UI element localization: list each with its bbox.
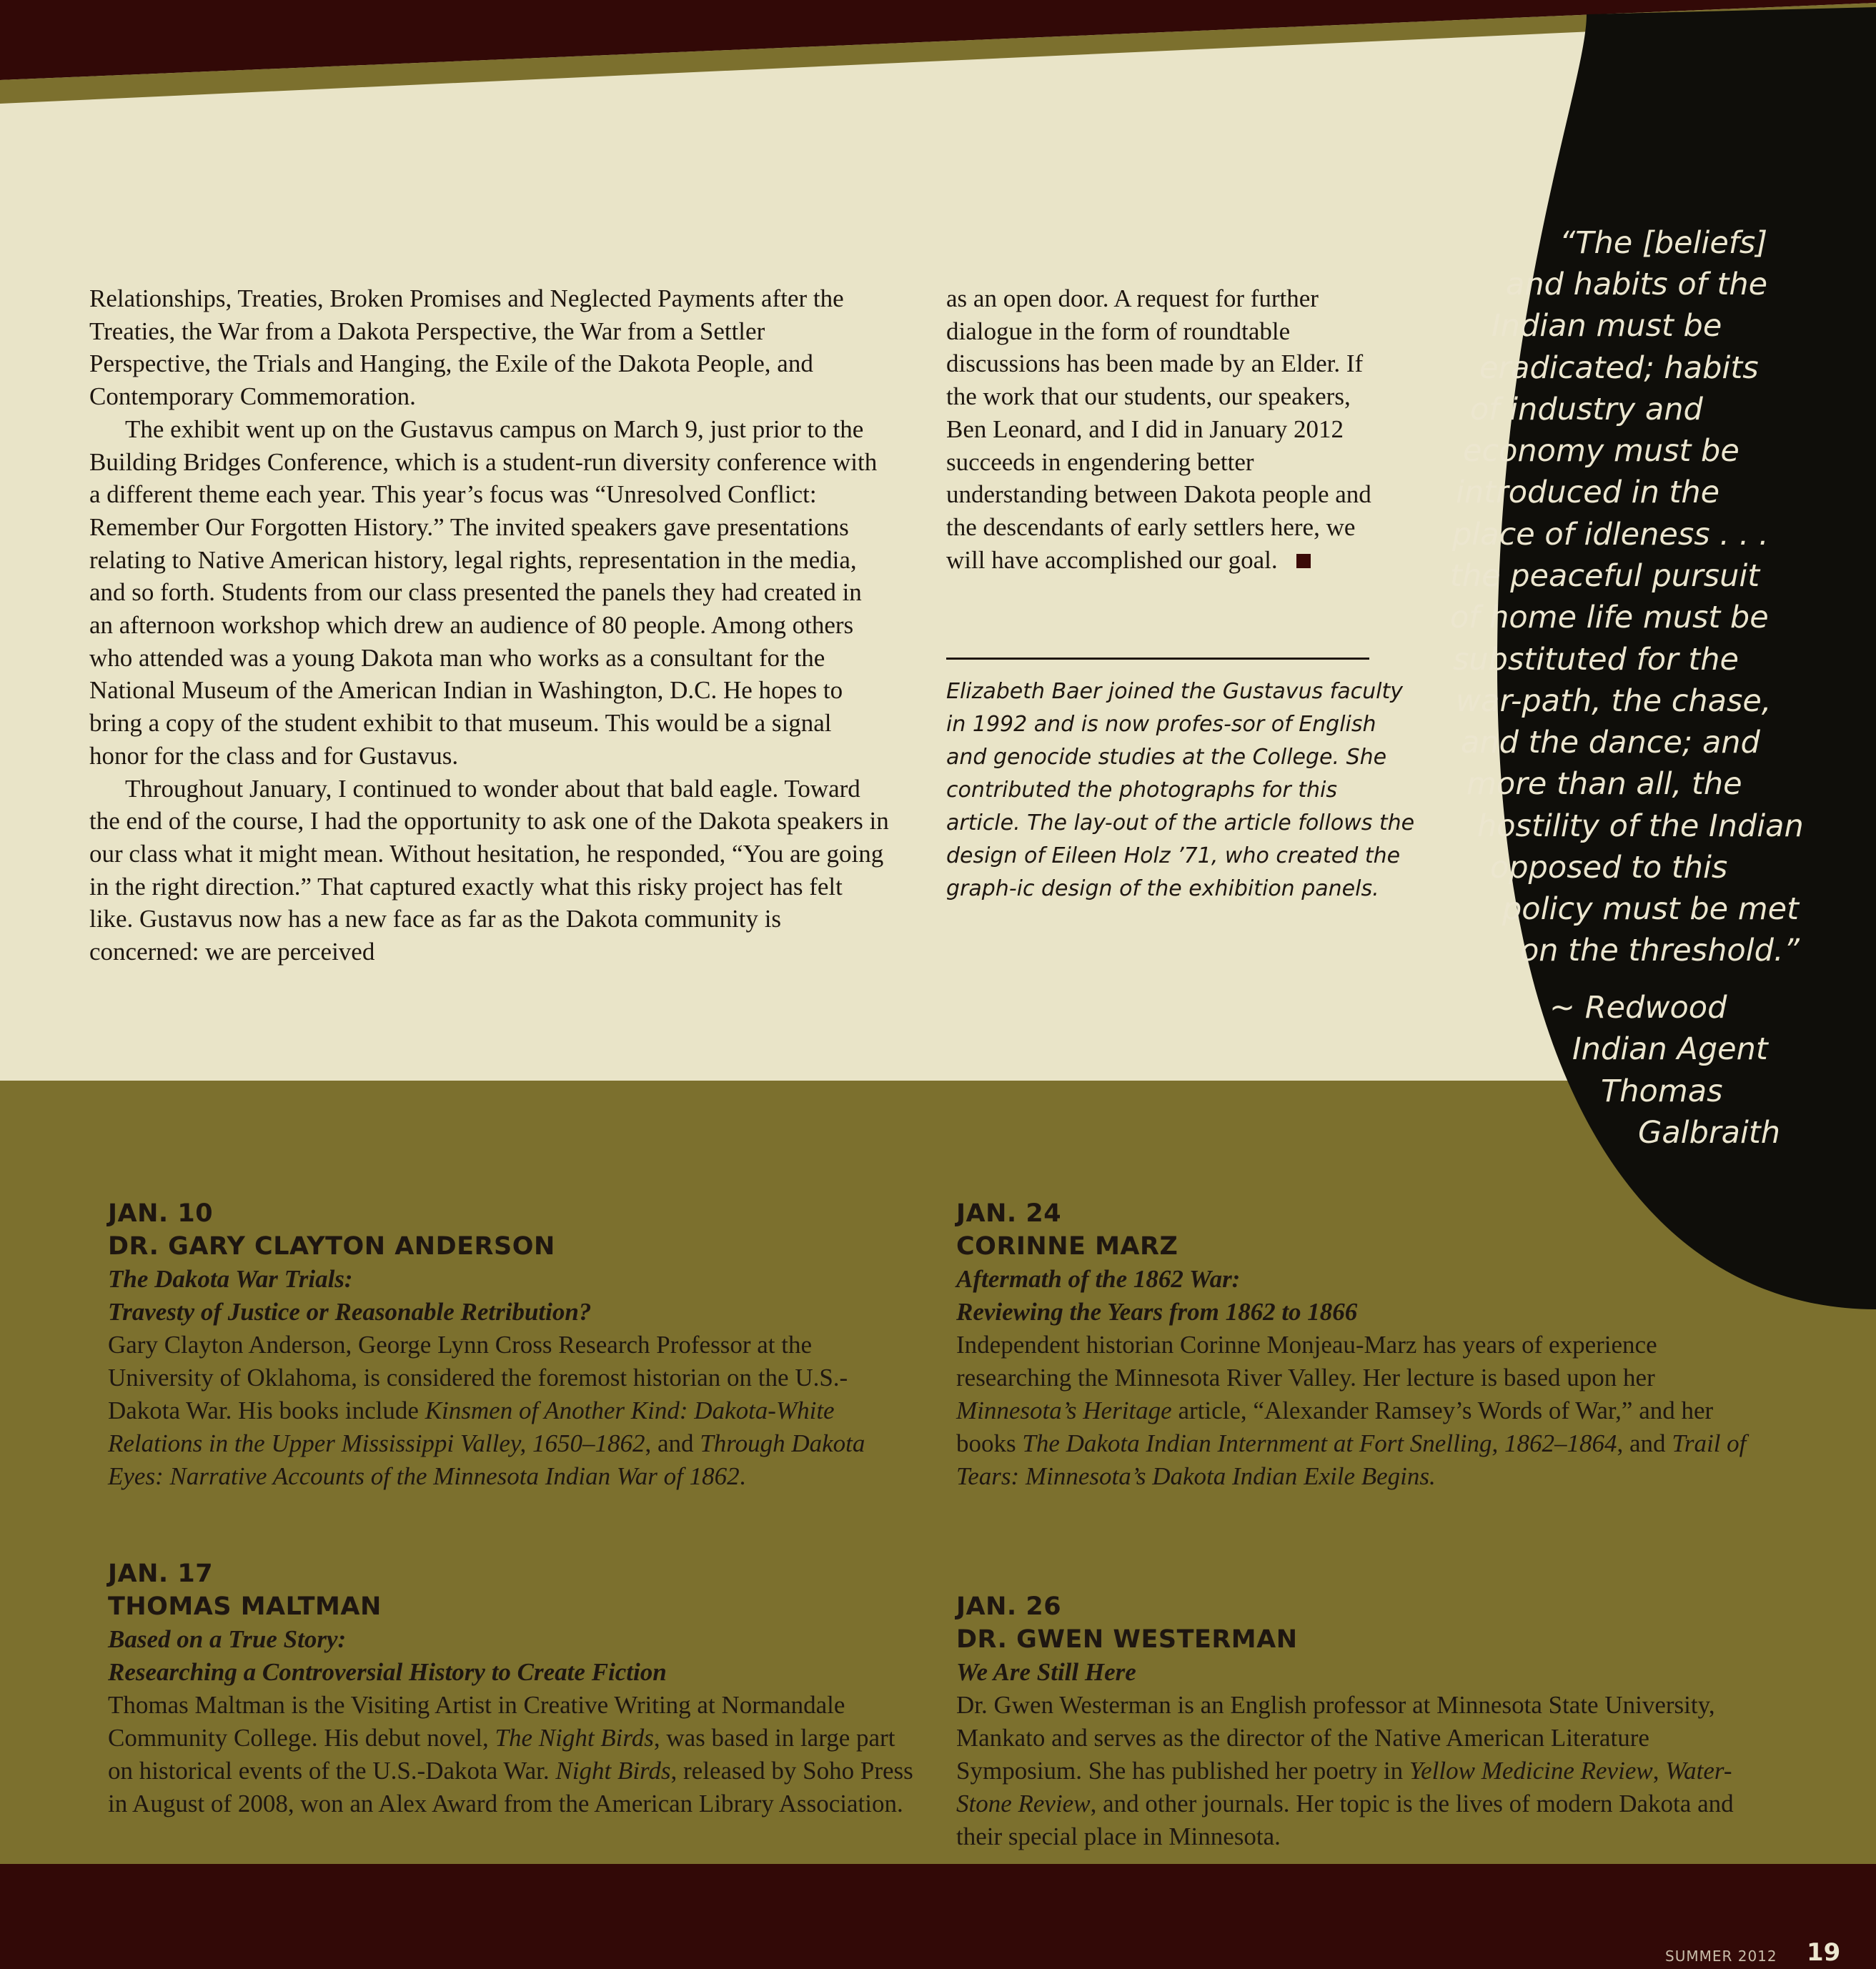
quote-line: hostility of the Indian — [1477, 808, 1804, 844]
event-jan-10 — [108, 1197, 915, 1493]
description-text: , was based in large part on historical events of the U.S.-Dakota War. — [108, 1724, 895, 1785]
event-title: We Are Still Here — [956, 1658, 1136, 1686]
book-title: Minnesota’s Heritage — [956, 1397, 1172, 1424]
event-date: JAN. 24 — [956, 1199, 1062, 1228]
event-date: JAN. 26 — [956, 1592, 1062, 1621]
quote-attribution-line: Thomas — [1601, 1073, 1723, 1109]
event-speaker: THOMAS MALTMAN — [108, 1592, 382, 1621]
description-text: , — [1652, 1757, 1666, 1785]
event-title: Based on a True Story: — [108, 1625, 347, 1653]
quote-line: introduced in the — [1456, 475, 1720, 510]
quote-line: of home life must be — [1450, 600, 1769, 635]
book-title: Kinsmen of Another Kind: Dakota-White Relations in the Upper Mississippi Valley, 1650–1862 — [108, 1397, 835, 1457]
end-mark-icon — [1296, 554, 1311, 568]
quote-line: opposed to this — [1490, 850, 1728, 886]
event-date: JAN. 10 — [108, 1199, 214, 1228]
quote-line: war-path, the chase, — [1456, 683, 1772, 719]
event-title: Travesty of Justice or Reasonable Retribution? — [108, 1298, 592, 1326]
quote-line: eradicated; habits — [1479, 350, 1759, 386]
event-description — [108, 1329, 915, 1493]
article-paragraph: Relationships, Treaties, Broken Promises and Neglected Payments after the Treaties, the War from a Dakota Perspective, the War from a Settler Perspective, the Trials and Hanging, the Exile of the Dakota People, and Contemporary Commemoration. — [89, 284, 844, 411]
event-jan-17 — [108, 1557, 915, 1820]
event-title: Aftermath of the 1862 War: — [956, 1265, 1241, 1293]
bottom-maroon-band — [0, 1864, 1876, 1969]
description-text: , and — [1617, 1429, 1672, 1457]
quote-line: Indian must be — [1492, 308, 1722, 344]
description-text: Dr. Gwen Westerman is an English professor at Minnesota State University, Mankato and serves as the director of the Native American Literature Symposium. She has published her poetry in — [956, 1691, 1715, 1785]
book-title: Yellow Medicine Review — [1409, 1757, 1653, 1785]
quote-line: on the threshold.” — [1520, 933, 1800, 968]
article-paragraph: The exhibit went up on the Gustavus campus on March 9, just prior to the Building Bridges Conference, which is a student-run diversity conference with a different theme each year. This year’s focus was “Unresolved Conflict: Remember Our Forgotten History.” The invited speakers gave presentations relating to Native American history, legal rights, representation in the media, and so forth. Students from our class presented the panels they had created in an afternoon workshop which drew an audience of 80 people. Among others who attended was a young Dakota man who works as a consultant for the National Museum of the American Indian in Washington, D.C. He hopes to bring a copy of the student exhibit to that museum. This would be a signal honor for the class and for Gustavus. — [89, 415, 878, 770]
event-date: JAN. 17 — [108, 1559, 214, 1588]
description-text: . — [739, 1462, 746, 1490]
event-description — [956, 1329, 1775, 1493]
article-paragraph — [946, 282, 1379, 576]
quote-line: and the dance; and — [1461, 725, 1760, 760]
quote-line: policy must be met — [1502, 891, 1799, 927]
description-text: , and other journals. Her topic is the lives of modern Dakota and their special place in Minnesota. — [956, 1790, 1734, 1850]
description-text: Thomas Maltman is the Visiting Artist in Creative Writing at Normandale Community College. His debut novel, — [108, 1691, 845, 1752]
quote-attribution-line: ~ Redwood — [1549, 990, 1727, 1026]
issue-label: SUMMER 2012 — [1665, 1948, 1777, 1965]
quote-line: substituted for the — [1453, 642, 1739, 678]
quote-line: place of idleness . . . — [1452, 517, 1769, 552]
bio-divider — [946, 658, 1369, 660]
book-title: Night Birds — [555, 1757, 671, 1785]
description-text: article, “Alexander Ramsey’s Words of War,” and her books — [956, 1397, 1714, 1457]
event-jan-26 — [956, 1590, 1775, 1853]
description-text: Gary Clayton Anderson, George Lynn Cross Research Professor at the University of Oklahoma, is considered the foremost historian on the U.S.-Dakota War. His books include — [108, 1331, 848, 1424]
event-jan-24 — [956, 1197, 1775, 1493]
book-title: The Dakota Indian Internment at Fort Snelling, 1862–1864 — [1022, 1429, 1617, 1457]
event-description — [956, 1689, 1775, 1853]
event-title: Reviewing the Years from 1862 to 1866 — [956, 1298, 1358, 1326]
article-right-column — [946, 282, 1379, 576]
article-paragraph: Throughout January, I continued to wonder about that bald eagle. Toward the end of the course, I had the opportunity to ask one of the Dakota speakers in our class what it might mean. Without hesitation, he responded, “You are going in the right direction.” That captured exactly what this risky project has felt like. Gustavus now has a new face as far as the Dakota community is concerned: we are perceived — [89, 774, 889, 966]
page-number: 19 — [1807, 1938, 1841, 1967]
event-title: The Dakota War Trials: — [108, 1265, 353, 1293]
article-closing-text: as an open door. A request for further dialogue in the form of roundtable discussions has been made by an Elder. If the work that our students, our speakers, Ben Leonard, and I did in January 2012 succeeds in engendering better understanding between Dakota people and the descendants of early settlers here, we will have accomplished our goal. — [946, 284, 1371, 574]
event-title: Researching a Controversial History to Create Fiction — [108, 1658, 667, 1686]
event-speaker: DR. GWEN WESTERMAN — [956, 1625, 1298, 1654]
quote-line: the peaceful pursuit — [1450, 558, 1760, 594]
quote-line: “The [beliefs] — [1559, 225, 1768, 261]
description-text: , and — [645, 1429, 700, 1457]
description-text: , released by Soho Press in August of 2008, won an Alex Award from the American Library Association. — [108, 1757, 913, 1817]
quote-attribution-line: Galbraith — [1638, 1115, 1781, 1151]
book-title: Trail of Tears: Minnesota’s Dakota Indian Exile Begins. — [956, 1429, 1747, 1490]
book-title: Water-Stone Review — [956, 1757, 1732, 1817]
event-speaker: DR. GARY CLAYTON ANDERSON — [108, 1232, 555, 1261]
author-bio: Elizabeth Baer joined the Gustavus faculty in 1992 and is now profes-sor of English and genocide studies at the College. She contributed the photographs for this article. The lay-out of the article follows the design of Eileen Holz ’71, who created the graph-ic design of the exhibition panels. — [946, 679, 1415, 901]
book-title: Through Dakota Eyes: Narrative Accounts of the Minnesota Indian War of 1862 — [108, 1429, 865, 1490]
event-speaker: CORINNE MARZ — [956, 1232, 1178, 1261]
quote-line: more than all, the — [1466, 766, 1742, 802]
event-description — [108, 1689, 915, 1820]
description-text: Independent historian Corinne Monjeau-Marz has years of experience researching the Minnesota River Valley. Her lecture is based upon her — [956, 1331, 1657, 1392]
quote-attribution-line: Indian Agent — [1572, 1031, 1768, 1067]
quote-line: and habits of the — [1506, 267, 1768, 302]
article-left-column — [89, 282, 890, 968]
book-title: The Night Birds — [495, 1724, 654, 1752]
quote-line: of industry and — [1470, 392, 1703, 427]
quote-line: economy must be — [1463, 433, 1739, 469]
